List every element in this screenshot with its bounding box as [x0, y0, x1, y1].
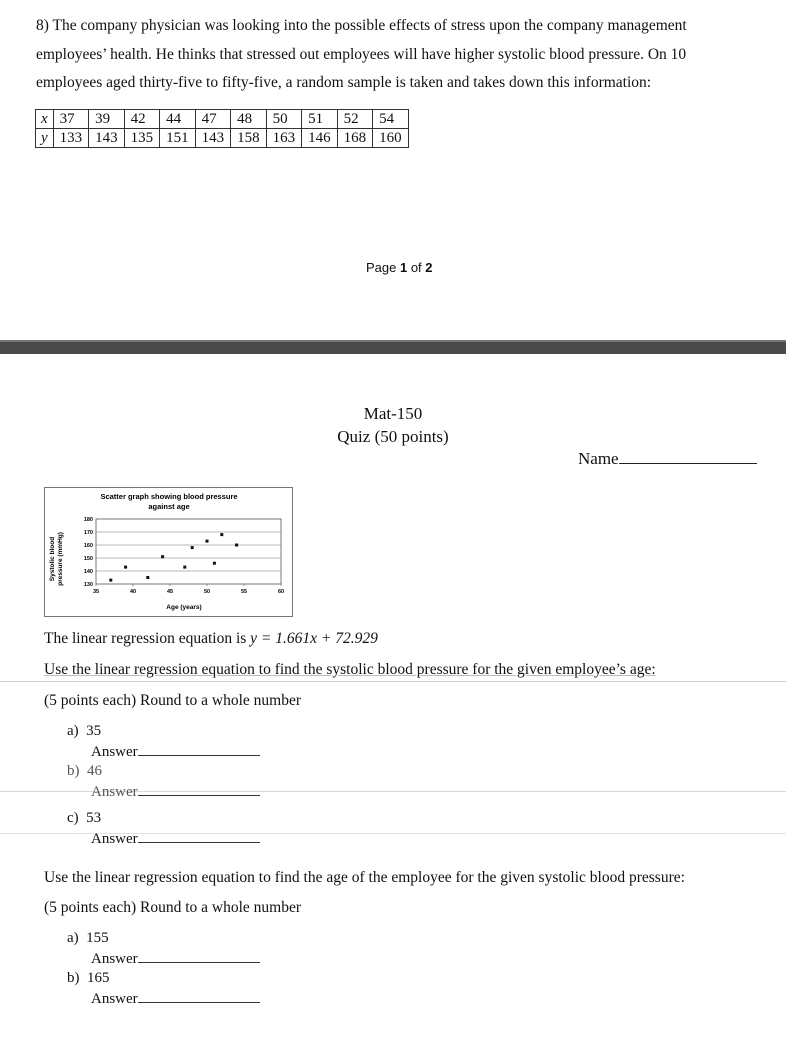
answer-line[interactable] — [138, 743, 260, 756]
table-cell: 135 — [124, 129, 160, 148]
table-row-y — [36, 129, 409, 148]
table-cell: 158 — [231, 129, 267, 148]
section2-instruction: Use the linear regression equation to find the age of the employee for the given systolic blood pressure: — [44, 869, 685, 886]
table-header-x: x — [36, 110, 54, 129]
chart-ylabel-line-1: Systolic blood — [49, 536, 56, 582]
data-point — [124, 566, 127, 569]
item-value: 53 — [86, 810, 102, 826]
quiz-title: Quiz (50 points) — [337, 427, 449, 446]
x-tick-label: 45 — [166, 589, 174, 595]
data-point — [220, 533, 223, 536]
table-cell: 39 — [89, 110, 125, 129]
page-prefix: Page — [366, 260, 400, 275]
page-footer — [366, 260, 433, 275]
data-point — [235, 544, 238, 547]
table-cell: 37 — [53, 110, 89, 129]
answer-field-2b[interactable] — [91, 990, 260, 1008]
item-letter: b) — [67, 763, 80, 779]
table-cell: 50 — [266, 110, 302, 129]
data-point — [146, 576, 149, 579]
table-cell: 44 — [160, 110, 196, 129]
data-point — [161, 555, 164, 558]
section2-item-b — [67, 970, 110, 987]
table-cell: 151 — [160, 129, 196, 148]
chart-xlabel: Age (years) — [166, 604, 202, 611]
data-point — [213, 562, 216, 565]
item-letter: b) — [67, 970, 80, 986]
section1-instruction: Use the linear regression equation to find the systolic blood pressure for the given employee’s age: — [44, 661, 656, 678]
item-letter: c) — [67, 810, 79, 826]
y-tick-label: 170 — [83, 530, 93, 536]
answer-label: Answer — [91, 991, 138, 1007]
regression-equation: y = 1.661x + 72.929 — [250, 630, 378, 647]
page-total: 2 — [425, 260, 433, 275]
section1-item-a — [67, 723, 101, 740]
chart-ylabel-line-2: pressure (mmHg) — [57, 532, 64, 586]
course-title: Mat-150 — [363, 404, 423, 423]
x-tick-label: 55 — [240, 589, 248, 595]
page-current: 1 — [399, 260, 408, 275]
answer-line[interactable] — [138, 783, 260, 796]
data-point — [109, 579, 112, 582]
table-cell: 146 — [302, 129, 338, 148]
table-cell: 168 — [337, 129, 373, 148]
chart-title-line-1: Scatter graph showing blood pressure — [100, 492, 238, 501]
answer-field-1c[interactable] — [91, 830, 260, 848]
answer-field-1a[interactable] — [91, 743, 260, 761]
y-tick-label: 150 — [83, 556, 93, 562]
item-value: 155 — [86, 930, 109, 946]
table-cell: 48 — [231, 110, 267, 129]
problem-statement — [36, 12, 756, 98]
name-line[interactable] — [619, 447, 757, 464]
answer-line[interactable] — [138, 990, 260, 1003]
item-value: 165 — [87, 970, 110, 986]
scan-artifact-line — [0, 681, 786, 682]
table-cell: 143 — [195, 129, 231, 148]
table-cell: 54 — [373, 110, 409, 129]
table-header-y: y — [36, 129, 54, 148]
x-tick-label: 35 — [92, 589, 100, 595]
page-middle: of — [407, 260, 426, 275]
regression-line — [44, 630, 378, 648]
table-row-x — [36, 110, 409, 129]
table-cell: 133 — [53, 129, 89, 148]
x-tick-label: 40 — [129, 589, 137, 595]
data-table — [35, 109, 409, 148]
name-field[interactable] — [578, 447, 757, 469]
answer-line[interactable] — [138, 950, 260, 963]
problem-line-1: 8) The company physician was looking into the possible effects of stress upon the company management — [36, 17, 687, 34]
section2-points: (5 points each) Round to a whole number — [44, 899, 301, 916]
item-letter: a) — [67, 723, 79, 739]
table-cell: 163 — [266, 129, 302, 148]
problem-line-3: employees aged thirty-five to fifty-five, a random sample is taken and takes down this information: — [36, 74, 652, 91]
problem-line-2: employees’ health. He thinks that stressed out employees will have higher systolic blood pressure. On 10 — [36, 45, 687, 63]
table-cell: 42 — [124, 110, 160, 129]
page-divider — [0, 342, 786, 354]
x-tick-label: 60 — [277, 589, 285, 595]
answer-label: Answer — [91, 951, 138, 967]
data-point — [191, 546, 194, 549]
answer-label: Answer — [91, 744, 138, 760]
y-tick-label: 160 — [83, 543, 93, 549]
scatter-chart — [44, 487, 293, 617]
y-tick-label: 130 — [83, 582, 93, 588]
data-point — [206, 540, 209, 543]
section1-points: (5 points each) Round to a whole number — [44, 692, 301, 709]
section2-item-a — [67, 930, 109, 947]
regression-text: The linear regression equation is — [44, 630, 251, 647]
table-cell: 52 — [337, 110, 373, 129]
name-label: Name — [578, 449, 619, 468]
answer-label: Answer — [91, 831, 138, 847]
table-cell: 51 — [302, 110, 338, 129]
answer-field-2a[interactable] — [91, 950, 260, 968]
answer-field-1b[interactable] — [91, 783, 260, 801]
chart-title-line-2: against age — [148, 502, 190, 511]
section1-item-b — [67, 763, 102, 780]
data-point — [183, 566, 186, 569]
item-letter: a) — [67, 930, 79, 946]
table-cell: 160 — [373, 129, 409, 148]
x-tick-label: 50 — [203, 589, 211, 595]
item-value: 35 — [86, 723, 102, 739]
table-cell: 143 — [89, 129, 125, 148]
y-tick-label: 140 — [83, 569, 93, 575]
y-tick-label: 180 — [83, 517, 93, 523]
table-cell: 47 — [195, 110, 231, 129]
answer-label: Answer — [91, 784, 138, 800]
section1-item-c — [67, 810, 101, 827]
answer-line[interactable] — [138, 830, 260, 843]
item-value: 46 — [87, 763, 102, 779]
